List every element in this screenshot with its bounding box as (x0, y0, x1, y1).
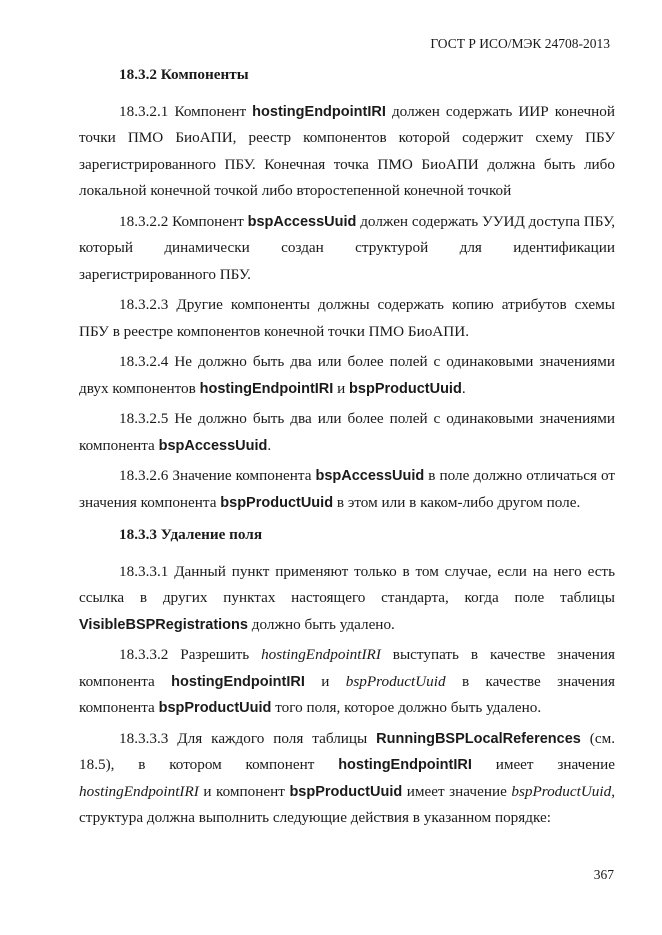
code-term: bspAccessUuid (315, 468, 425, 484)
paragraph-18-3-3-2 (79, 642, 615, 722)
text: и (304, 672, 346, 690)
text: 18.3.2.4 Не должно быть два или более полей с одинаковыми значениями двух компонентов (79, 353, 615, 397)
code-term: bspProductUuid (289, 783, 403, 800)
code-term: bspProductUuid (158, 700, 272, 716)
code-term: bspAccessUuid (247, 213, 357, 230)
text: 18.3.3.2 Разрешить (119, 646, 262, 663)
text: 18.3.2.1 Компонент (119, 102, 253, 120)
code-term: bspAccessUuid (158, 437, 268, 454)
running-header: ГОСТ Р ИСО/МЭК 24708-2013 (430, 36, 610, 51)
text: в качестве значения компонента (79, 672, 615, 716)
text: должен содержать УУИД доступа ПБУ, который динамически создан структурой для идентификации зарегистрированного ПБУ. (79, 212, 616, 283)
section-heading-components: 18.3.2 Компоненты (119, 66, 249, 83)
paragraph-18-3-3-1 (79, 559, 615, 639)
paragraph-18-3-2-4 (79, 349, 615, 402)
paragraph-18-3-2-6 (79, 463, 615, 516)
text: и (333, 379, 350, 397)
text: должно быть удалено. (247, 615, 395, 633)
text: в этом или в каком-либо другом поле. (333, 493, 581, 511)
code-term: hostingEndpointIRI (171, 673, 305, 690)
text: должен содержать ИИР конечной точки ПМО БиоАПИ, реестр компонентов которой содержит схему ПБУ зарегистрированного ПБУ. Конечная точка ПМО БиоАПИ должна быть либо локальной конечной точкой либо второстепенной конечной точкой (79, 102, 615, 199)
paragraph-18-3-2-3 (79, 292, 615, 345)
code-term: RunningBSPLocalReferences (376, 730, 581, 747)
text: 18.3.3.1 Данный пункт применяют только в том случае, если на него есть ссылка в других пунктах настоящего стандарта, когда поле таблицы (79, 562, 615, 606)
text: 18.3.2.2 Компонент (119, 212, 248, 230)
text: в поле должно отличаться от значения компонента (79, 467, 615, 511)
paragraph-18-3-3-3 (79, 726, 615, 832)
italic-term: hostingEndpointIRI (79, 782, 199, 800)
code-term: bspProductUuid (349, 380, 462, 397)
paragraph-18-3-2-5 (79, 406, 615, 459)
section-heading-field-removal: 18.3.3 Удаление поля (119, 526, 263, 543)
code-term: hostingEndpointIRI (252, 103, 386, 120)
text: имеет значение (402, 782, 512, 800)
text: выступать в качестве значения компонента (79, 646, 615, 690)
paragraph-18-3-2-1 (79, 99, 615, 205)
text: , структура должна выполнить следующие действия в указанном порядке: (79, 782, 615, 826)
italic-term: bspProductUuid (345, 672, 446, 690)
code-term: VisibleBSPRegistrations (79, 616, 248, 633)
page-number: 367 (593, 867, 614, 882)
text: 18.3.3.3 Для каждого поля таблицы (119, 729, 377, 747)
text: и компонент (198, 782, 290, 800)
text: 18.3.2.5 Не должно быть два или более полей с одинаковыми значениями компонента (79, 410, 615, 454)
text: имеет значение (471, 756, 615, 773)
italic-term: hostingEndpointIRI (261, 646, 381, 663)
code-term: bspProductUuid (220, 494, 334, 511)
text: 18.3.2.6 Значение компонента (119, 467, 316, 484)
text: . (267, 436, 272, 454)
text: . (461, 379, 466, 397)
document-body (79, 62, 615, 836)
italic-term: bspProductUuid (511, 782, 612, 800)
code-term: hostingEndpointIRI (199, 380, 334, 397)
text: (см. 18.5), в котором компонент (79, 729, 615, 773)
text: того поля, которое должно быть удалено. (271, 699, 542, 716)
code-term: hostingEndpointIRI (338, 757, 472, 773)
text: 18.3.2.3 Другие компоненты должны содержать копию атрибутов схемы ПБУ в реестре компонентов конечной точки ПМО БиоАПИ. (79, 296, 615, 340)
paragraph-18-3-2-2 (79, 209, 615, 289)
